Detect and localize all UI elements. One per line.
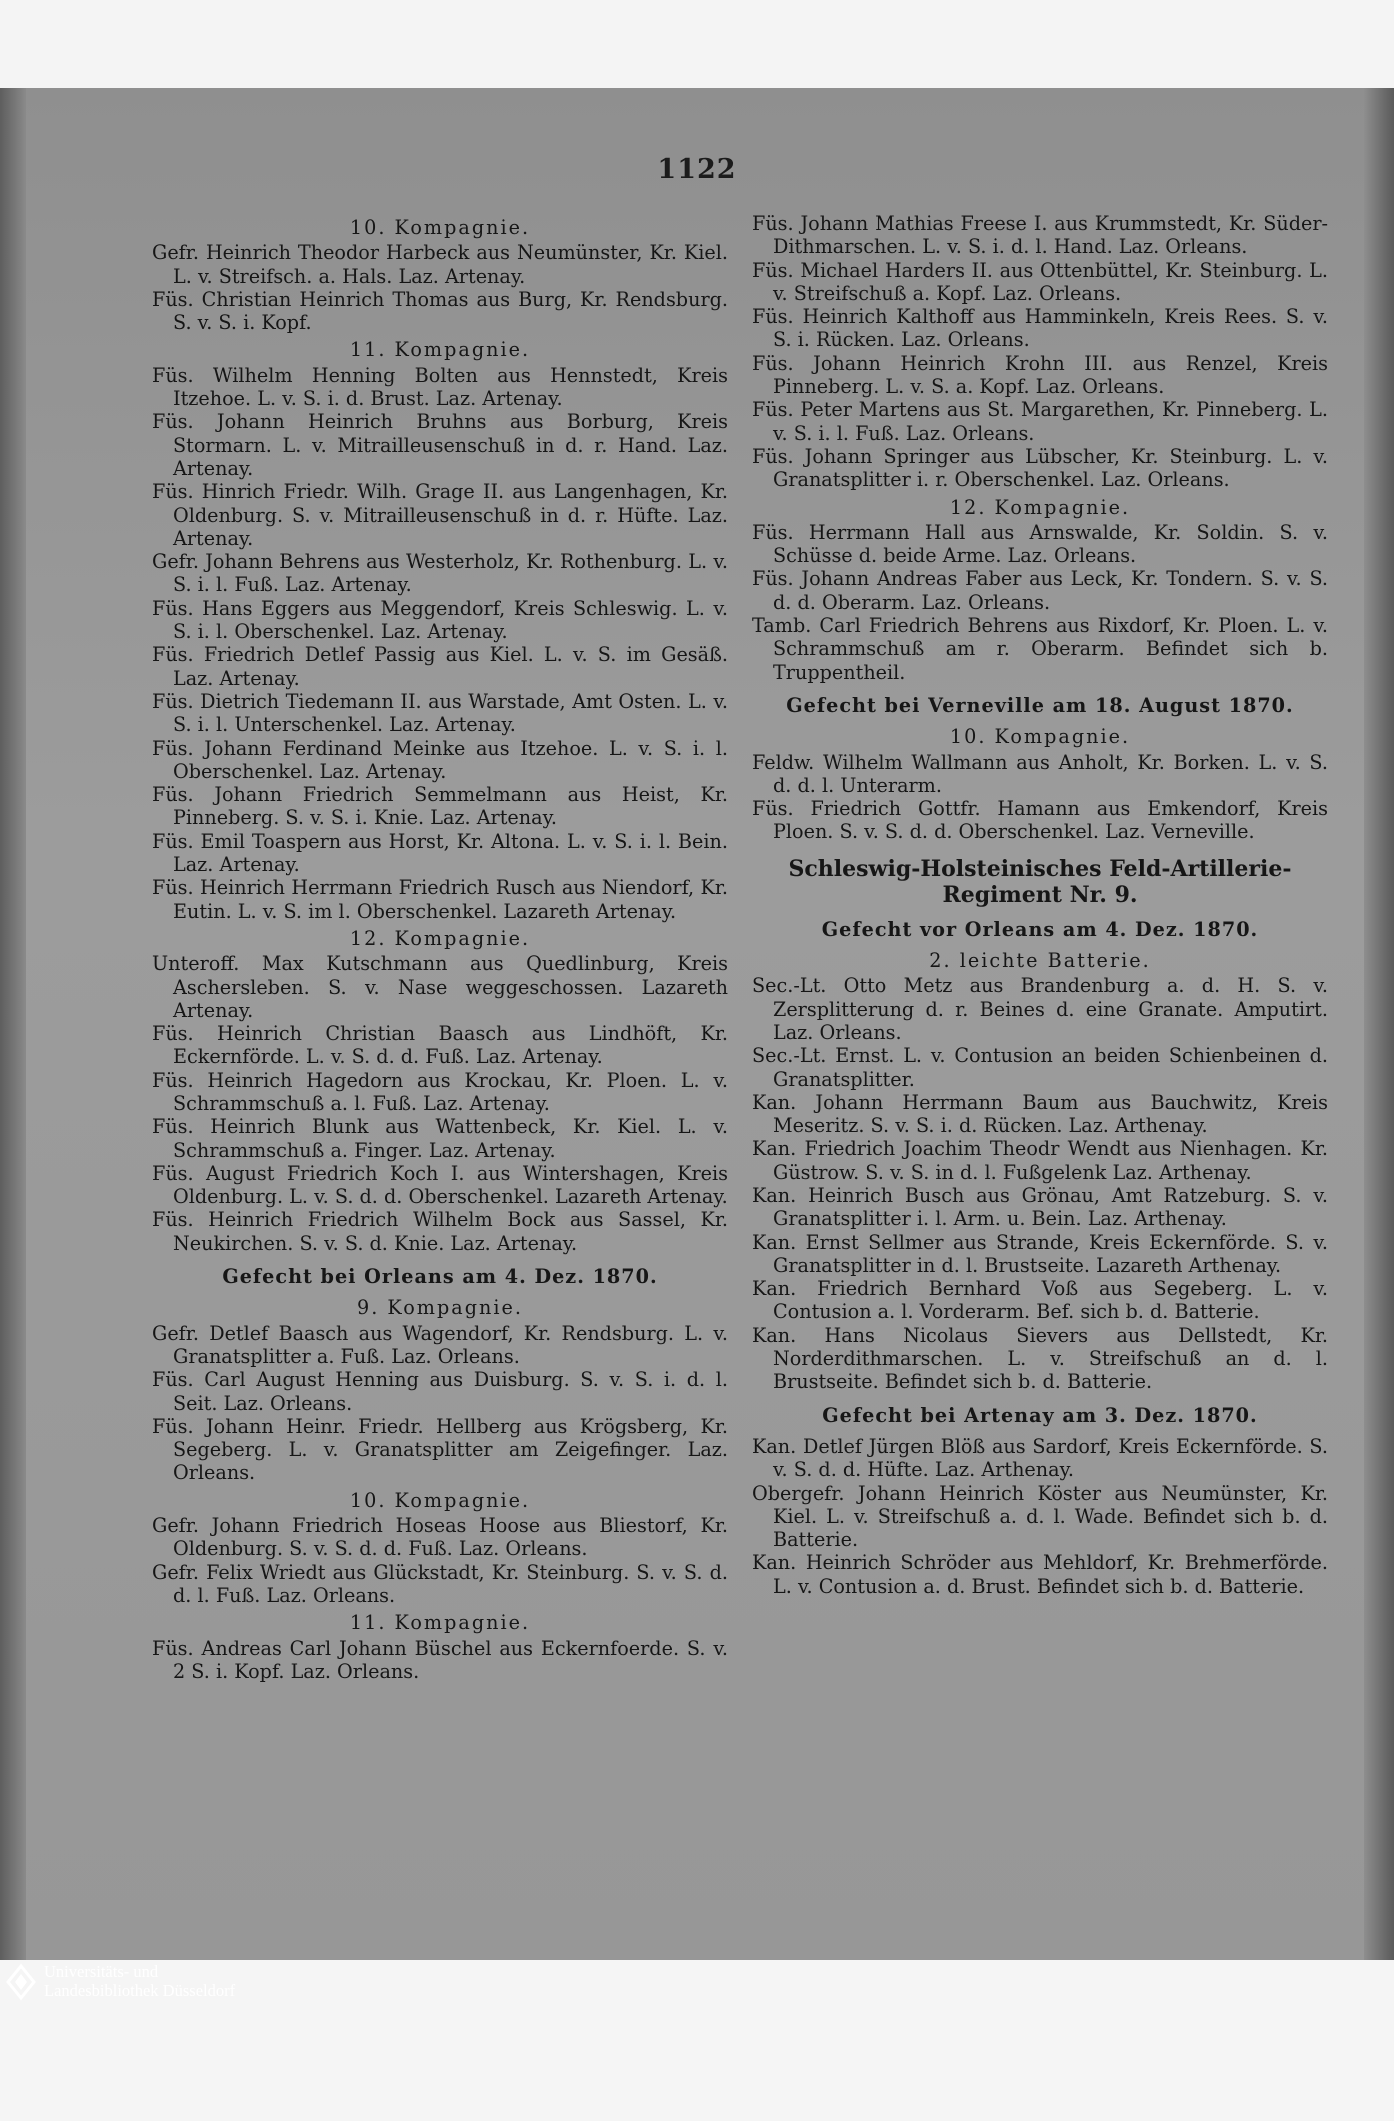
casualty-entry: Kan. Johann Herrmann Baum aus Bauchwitz, Kreis Meseritz. S. v. S. i. d. Rücken. Laz. Arthenay. — [752, 1090, 1328, 1138]
casualty-entry: Gefr. Johann Friedrich Hoseas Hoose aus Bliestorf, Kr. Oldenburg. S. v. S. d. d. Fuß. Laz. Orleans. — [152, 1514, 728, 1561]
casualty-entry: Füs. Johann Andreas Faber aus Leck, Kr. Tondern. S. v. S. d. d. Oberarm. Laz. Orleans. — [752, 567, 1328, 614]
casualty-entry: Kan. Heinrich Busch aus Grönau, Amt Ratzeburg. S. v. Granatsplitter i. l. Arm. u. Bein. Laz. Arthenay. — [752, 1183, 1328, 1231]
casualty-entry: Kan. Friedrich Joachim Theodr Wendt aus Nienhagen. Kr. Güstrow. S. v. S. in d. l. Fußgelenk Laz. Arthenay. — [752, 1137, 1328, 1184]
casualty-entry: Füs. Heinrich Friedrich Wilhelm Bock aus Sassel, Kr. Neukirchen. S. v. S. d. Knie. Laz. Artenay. — [152, 1208, 728, 1255]
casualty-entry: Füs. Johann Heinrich Bruhns aus Borburg, Kreis Stormarn. L. v. Mitrailleusenschuß in d. r. Hand. Laz. Artenay. — [152, 410, 728, 480]
regiment-heading: Schleswig-Holsteinisches Feld-Artillerie-Regiment Nr. 9. — [788, 855, 1292, 908]
casualty-entry: Kan. Friedrich Bernhard Voß aus Segeberg. L. v. Contusion a. l. Vorderarm. Bef. sich b. d. Batterie. — [752, 1277, 1328, 1324]
casualty-entry: Füs. Andreas Carl Johann Büschel aus Eckernfoerde. S. v. 2 S. i. Kopf. Laz. Orleans. — [152, 1636, 728, 1683]
company-heading: 10. Kompagnie. — [949, 725, 1131, 749]
casualty-entry: Kan. Hans Nicolaus Sievers aus Dellstedt, Kr. Norderdithmarschen. L. v. Streifschuß an d. l. Brustseite. Befindet sich b. d. Batterie. — [752, 1323, 1328, 1394]
casualty-entry: Gefr. Detlef Baasch aus Wagendorf, Kr. Rendsburg. L. v. Granatsplitter a. Fuß. Laz. Orleans. — [152, 1321, 728, 1368]
casualty-entry: Füs. Johann Springer aus Lübscher, Kr. Steinburg. L. v. Granatsplitter i. r. Oberschenkel. Laz. Orleans. — [752, 444, 1328, 492]
casualty-entry: Füs. Friedrich Detlef Passig aus Kiel. L. v. S. im Gesäß. Laz. Artenay. — [152, 643, 728, 690]
casualty-entry: Tamb. Carl Friedrich Behrens aus Rixdorf, Kr. Ploen. L. v. Schrammschuß am r. Oberarm. Befindet sich b. Truppentheil. — [752, 614, 1328, 684]
right-column — [752, 212, 1328, 1598]
company-heading: 11. Kompagnie. — [349, 338, 531, 362]
scanned-page — [0, 88, 1394, 1960]
casualty-entry: Sec.-Lt. Ernst. L. v. Contusion an beiden Schienbeinen d. Granatsplitter. — [752, 1044, 1328, 1091]
casualty-entry: Füs. Heinrich Blunk aus Wattenbeck, Kr. Kiel. L. v. Schrammschuß a. Finger. Laz. Artenay. — [152, 1115, 728, 1162]
company-heading: 10. Kompagnie. — [349, 216, 531, 239]
casualty-entry: Obergefr. Johann Heinrich Köster aus Neumünster, Kr. Kiel. L. v. Streifschuß a. d. l. Wade. Befindet sich b. d. Batterie. — [752, 1481, 1328, 1552]
casualty-entry: Füs. Dietrich Tiedemann II. aus Warstade, Amt Osten. L. v. S. i. l. Unterschenkel. Laz. Artenay. — [152, 689, 728, 737]
casualty-entry: Füs. August Friedrich Koch I. aus Wintershagen, Kreis Oldenburg. L. v. S. d. d. Oberschenkel. Lazareth Artenay. — [152, 1161, 728, 1209]
company-heading: 10. Kompagnie. — [349, 1488, 531, 1512]
casualty-entry: Füs. Heinrich Herrmann Friedrich Rusch aus Niendorf, Kr. Eutin. L. v. S. im l. Oberschenkel. Lazareth Artenay. — [152, 876, 728, 923]
casualty-entry: Füs. Johann Heinrich Krohn III. aus Renzel, Kreis Pinneberg. L. v. S. a. Kopf. Laz. Orleans. — [752, 351, 1328, 399]
casualty-entry: Füs. Johann Friedrich Semmelmann aus Heist, Kr. Pinneberg. S. v. S. i. Knie. Laz. Artenay. — [152, 783, 728, 830]
library-name-line1: Universitäts- und — [44, 1962, 159, 1981]
casualty-entry: Kan. Detlef Jürgen Blöß aus Sardorf, Kreis Eckernförde. S. v. S. d. d. Hüfte. Laz. Arthenay. — [752, 1434, 1328, 1482]
casualty-entry: Gefr. Felix Wriedt aus Glückstadt, Kr. Steinburg. S. v. S. d. d. l. Fuß. Laz. Orleans. — [152, 1560, 728, 1607]
company-heading: 12. Kompagnie. — [349, 926, 531, 950]
battle-heading: Gefecht bei Verneville am 18. August 1870. — [786, 693, 1294, 717]
battle-heading: Gefecht vor Orleans am 4. Dez. 1870. — [821, 917, 1259, 941]
casualty-entry: Füs. Heinrich Hagedorn aus Krockau, Kr. Ploen. L. v. Schrammschuß a. l. Fuß. Laz. Artenay. — [152, 1068, 728, 1115]
company-heading: 11. Kompagnie. — [349, 1611, 531, 1635]
casualty-entry: Füs. Carl August Henning aus Duisburg. S. v. S. i. d. l. Seit. Laz. Orleans. — [152, 1368, 728, 1415]
casualty-entry: Füs. Heinrich Christian Baasch aus Lindhöft, Kr. Eckernförde. L. v. S. d. d. Fuß. Laz. Artenay. — [152, 1022, 728, 1069]
casualty-entry: Füs. Christian Heinrich Thomas aus Burg, Kr. Rendsburg. S. v. S. i. Kopf. — [152, 287, 728, 335]
casualty-entry: Füs. Hans Eggers aus Meggendorf, Kreis Schleswig. L. v. S. i. l. Oberschenkel. Laz. Artenay. — [152, 596, 728, 644]
company-heading: 2. leichte Batterie. — [929, 949, 1151, 973]
library-name-line2: Landesbibliothek Düsseldorf — [44, 1981, 236, 2000]
casualty-entry: Füs. Friedrich Gottfr. Hamann aus Emkendorf, Kreis Ploen. S. v. S. d. d. Oberschenkel. Laz. Verneville. — [752, 797, 1328, 844]
casualty-entry: Füs. Wilhelm Henning Bolten aus Hennstedt, Kreis Itzehoe. L. v. S. i. d. Brust. Laz. Artenay. — [152, 363, 728, 411]
casualty-entry: Unteroff. Max Kutschmann aus Quedlinburg, Kreis Aschersleben. S. v. Nase weggeschossen. Lazareth Artenay. — [152, 952, 728, 1022]
library-credit[interactable] — [44, 1962, 235, 2000]
casualty-entry: Füs. Heinrich Kalthoff aus Hamminkeln, Kreis Rees. S. v. S. i. Rücken. Laz. Orleans. — [752, 305, 1328, 352]
casualty-entry: Kan. Heinrich Schröder aus Mehldorf, Kr. Brehmerförde. L. v. Contusion a. d. Brust. Befindet sich b. d. Batterie. — [752, 1551, 1328, 1598]
casualty-entry: Füs. Hinrich Friedr. Wilh. Grage II. aus Langenhagen, Kr. Oldenburg. S. v. Mitrailleusenschuß in d. r. Hüfte. Laz. Artenay. — [152, 480, 728, 550]
page-number: 1122 — [657, 154, 737, 185]
casualty-entry: Füs. Johann Ferdinand Meinke aus Itzehoe. L. v. S. i. l. Oberschenkel. Laz. Artenay. — [152, 736, 728, 783]
casualty-entry: Kan. Ernst Sellmer aus Strande, Kreis Eckernförde. S. v. Granatsplitter in d. l. Brustseite. Lazareth Arthenay. — [752, 1230, 1328, 1277]
casualty-entry: Füs. Michael Harders II. aus Ottenbüttel, Kr. Steinburg. L. v. Streifschuß a. Kopf. Laz. Orleans. — [752, 258, 1328, 305]
casualty-entry: Gefr. Johann Behrens aus Westerholz, Kr. Rothenburg. L. v. S. i. l. Fuß. Laz. Artenay. — [152, 550, 728, 597]
left-column — [152, 212, 728, 1683]
casualty-entry: Füs. Peter Martens aus St. Margarethen, Kr. Pinneberg. L. v. S. i. l. Fuß. Laz. Orleans. — [752, 398, 1328, 445]
ulb-logo-icon — [4, 1962, 38, 2002]
battle-heading: Gefecht bei Orleans am 4. Dez. 1870. — [222, 1265, 658, 1289]
casualty-entry: Sec.-Lt. Otto Metz aus Brandenburg a. d. H. S. v. Zersplitterung d. r. Beines d. eine Granate. Amputirt. Laz. Orleans. — [752, 974, 1328, 1044]
company-heading: 12. Kompagnie. — [949, 495, 1131, 519]
casualty-entry: Füs. Herrmann Hall aus Arnswalde, Kr. Soldin. S. v. Schüsse d. beide Arme. Laz. Orleans. — [752, 520, 1328, 568]
company-heading: 9. Kompagnie. — [357, 1296, 523, 1320]
casualty-entry: Füs. Johann Mathias Freese I. aus Krummstedt, Kr. Süder-Dithmarschen. L. v. S. i. d. l. Hand. Laz. Orleans. — [752, 212, 1328, 259]
battle-heading: Gefecht bei Artenay am 3. Dez. 1870. — [822, 1403, 1258, 1427]
casualty-entry: Füs. Emil Toaspern aus Horst, Kr. Altona. L. v. S. i. l. Bein. Laz. Artenay. — [152, 829, 728, 877]
casualty-entry: Gefr. Heinrich Theodor Harbeck aus Neumünster, Kr. Kiel. L. v. Streifsch. a. Hals. Laz. Artenay. — [152, 241, 728, 288]
casualty-entry: Füs. Johann Heinr. Friedr. Hellberg aus Krögsberg, Kr. Segeberg. L. v. Granatsplitter am Zeigefinger. Laz. Orleans. — [152, 1414, 728, 1485]
casualty-entry: Feldw. Wilhelm Wallmann aus Anholt, Kr. Borken. L. v. S. d. d. l. Unterarm. — [752, 750, 1328, 797]
